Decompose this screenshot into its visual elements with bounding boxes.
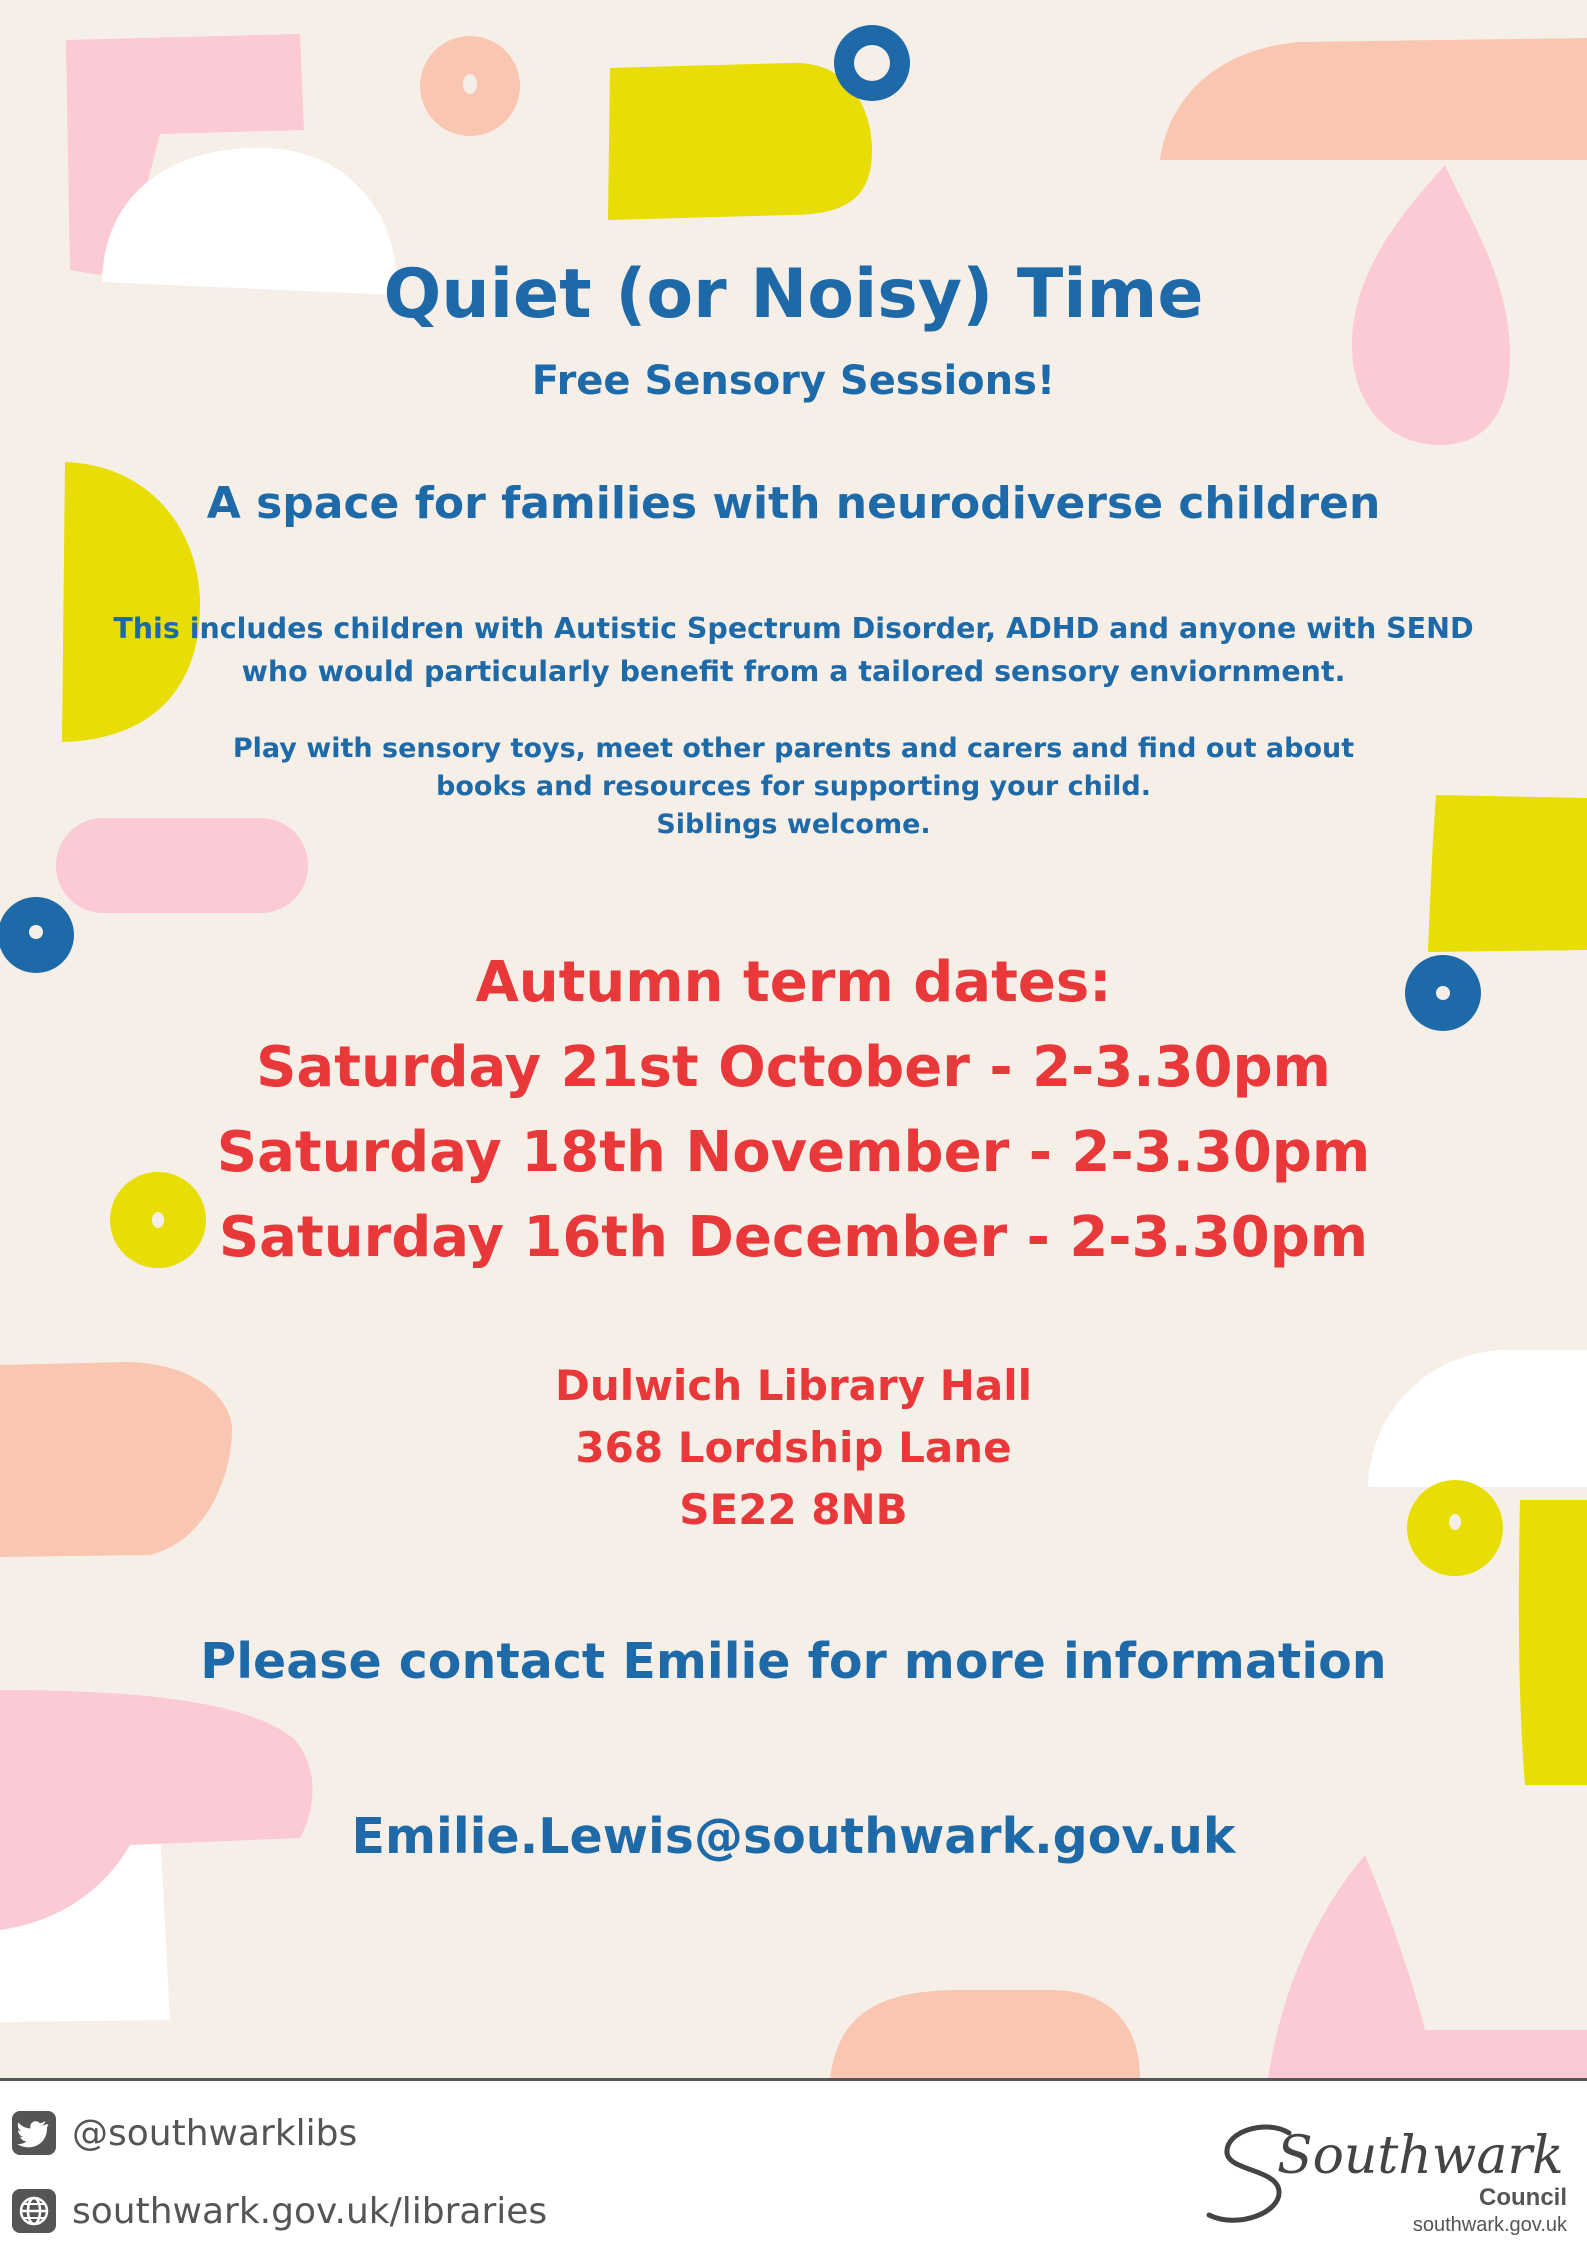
date-item: Saturday 18th November - 2-3.30pm xyxy=(216,1120,1371,1185)
twitter-handle-text: @southwarklibs xyxy=(72,2112,358,2154)
date-item: Saturday 21st October - 2-3.30pm xyxy=(256,1035,1331,1100)
date-item: Saturday 16th December - 2-3.30pm xyxy=(218,1205,1369,1270)
logo-name: Southwark xyxy=(1277,2126,1564,2186)
contact-text: Please contact Emilie for more information xyxy=(200,1633,1387,1690)
venue-address xyxy=(0,1355,1587,1541)
peach-mound-bottom xyxy=(830,1990,1140,2078)
description-line: This includes children with Autistic Spectrum Disorder, ADHD and anyone with SEND xyxy=(113,612,1474,645)
globe-icon xyxy=(12,2189,56,2233)
southwark-council-logo xyxy=(1197,2091,1577,2241)
description-line: Play with sensory toys, meet other parents and carers and find out about xyxy=(232,733,1355,764)
website-text: southwark.gov.uk/libraries xyxy=(72,2190,548,2232)
venue-name: Dulwich Library Hall xyxy=(554,1361,1033,1410)
description-line: Siblings welcome. xyxy=(656,809,931,840)
logo-council: Council xyxy=(1479,2184,1567,2211)
peach-shape-top-right xyxy=(1160,38,1587,160)
description-line: who would particularly benefit from a tailored sensory enviornment. xyxy=(241,655,1346,688)
venue-postcode: SE22 8NB xyxy=(679,1485,908,1534)
description-activities xyxy=(0,730,1587,844)
description-eligibility xyxy=(0,607,1587,693)
blue-ring-left-hole xyxy=(29,925,43,939)
footer xyxy=(0,2081,1587,2245)
contact-email-link[interactable]: Emilie.Lewis@southwark.gov.uk xyxy=(351,1808,1236,1865)
logo-url: southwark.gov.uk xyxy=(1412,2214,1567,2236)
website-link[interactable] xyxy=(12,2189,547,2233)
description-line: books and resources for supporting your child. xyxy=(436,771,1151,802)
yellow-d-shape xyxy=(608,63,872,220)
venue-street: 368 Lordship Lane xyxy=(575,1423,1012,1472)
twitter-handle[interactable] xyxy=(12,2111,357,2155)
term-dates xyxy=(0,940,1587,1280)
peach-ring-hole xyxy=(463,74,477,94)
twitter-icon xyxy=(12,2111,56,2155)
subtitle: Free Sensory Sessions! xyxy=(531,358,1056,404)
tagline: A space for families with neurodiverse children xyxy=(206,478,1381,529)
pink-shape-bottom-right xyxy=(1268,1855,1587,2078)
page-title: Quiet (or Noisy) Time xyxy=(383,255,1204,334)
blue-ring-top-hole xyxy=(854,45,890,81)
term-dates-heading: Autumn term dates: xyxy=(475,950,1112,1015)
